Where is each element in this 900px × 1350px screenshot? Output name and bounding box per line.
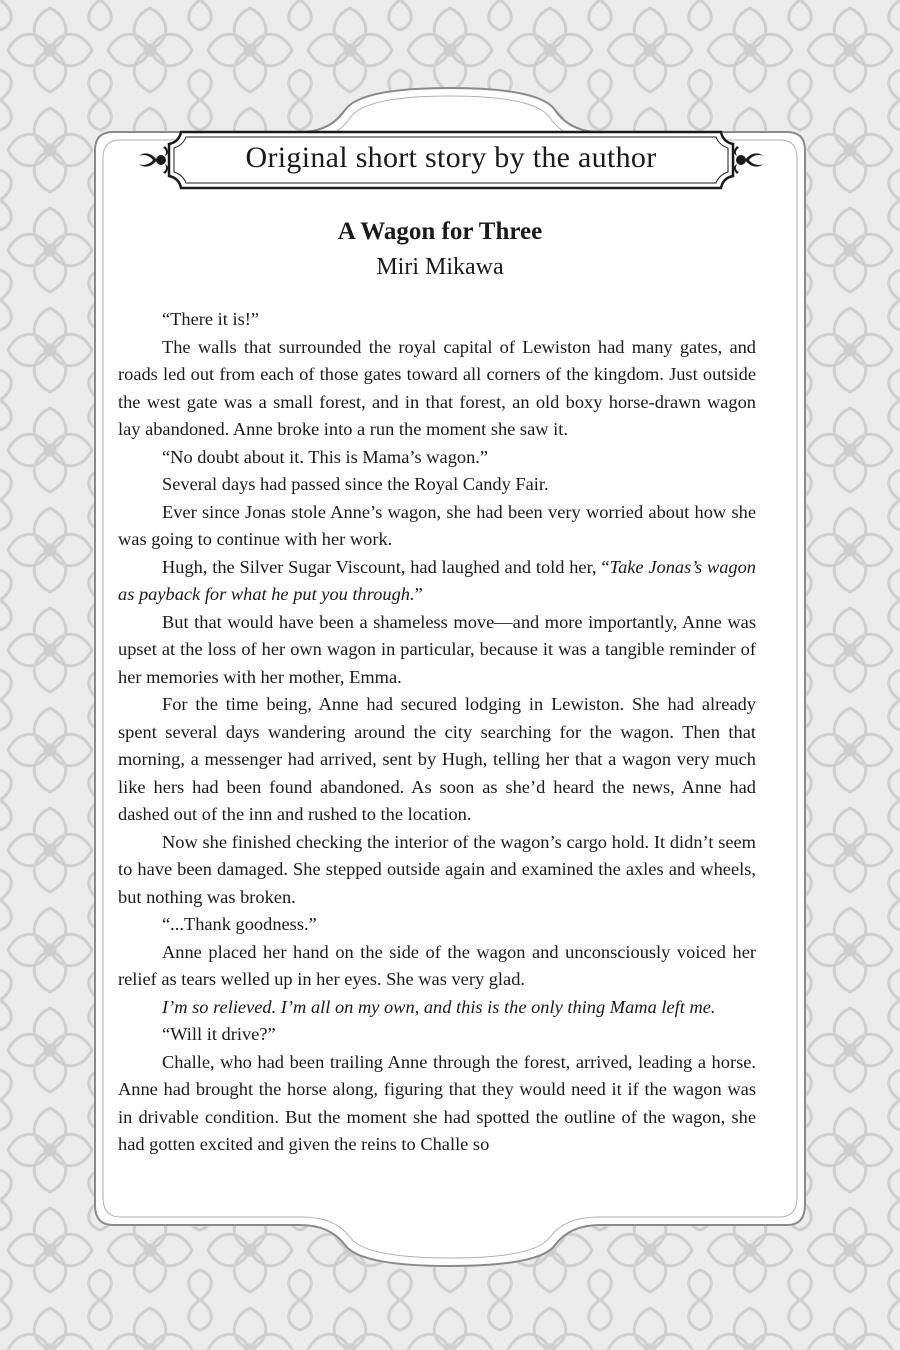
header-banner <box>133 128 769 192</box>
paragraph: “Will it drive?” <box>162 1024 276 1044</box>
paragraph: “...Thank goodness.” <box>162 914 317 934</box>
paragraph: Several days had passed since the Royal Candy Fair. <box>162 474 549 494</box>
header-title: Original short story by the author <box>245 141 657 174</box>
story-author: Miri Mikawa <box>376 254 504 280</box>
story-body <box>118 306 756 1159</box>
paragraph: Ever since Jonas stole Anne’s wagon, she had been very worried about how she was going to continue with her work. <box>118 501 756 549</box>
paragraph: “No doubt about it. This is Mama’s wagon.” <box>162 446 489 467</box>
paragraph <box>118 554 756 609</box>
paragraph: The walls that surrounded the royal capital of Lewiston had many gates, and roads led out from each of those gates toward all corners of the kingdom. Just outside the west gate was a small forest, and in that forest, an old boxy horse-drawn wagon lay abandoned. Anne broke into a run the moment she saw it. <box>118 336 756 439</box>
paragraph: Anne placed her hand on the side of the wagon and unconsciously voiced her relief as tears welled up in her eyes. She was very glad. <box>118 941 756 989</box>
paragraph: For the time being, Anne had secured lodging in Lewiston. She had already spent several days wandering around the city searching for the wagon. Then that morning, a messenger had arrived, sent by Hugh, telling her that a wagon very much like hers had been found abandoned. As soon as she’d heard the news, Anne had dashed out of the inn and rushed to the location. <box>118 694 756 824</box>
paragraph: “There it is!” <box>162 309 260 329</box>
paragraph: Challe, who had been trailing Anne through the forest, arrived, leading a horse. Anne had brought the horse along, figuring that they would need it if the wagon was in drivable condition. But the moment she had spotted the outline of the wagon, she had gotten excited and given the reins to Challe so <box>118 1051 756 1154</box>
paragraph-lead: Hugh, the Silver Sugar Viscount, had laughed and told her, “ <box>162 556 610 577</box>
italic-quote: Take Jonas’s wagon as payback for what he put you through. <box>118 556 757 604</box>
paragraph: But that would have been a shameless move—and more importantly, Anne was upset at the loss of her own wagon in particular, because it was a tangible reminder of her memories with her mother, Emma. <box>118 611 756 687</box>
paragraph-tail: ” <box>414 584 423 604</box>
paragraph: Now she finished checking the interior of the wagon’s cargo hold. It didn’t seem to have been damaged. She stepped outside again and examined the axles and wheels, but nothing was broken. <box>118 831 756 907</box>
italic-thought: I’m so relieved. I’m all on my own, and this is the only thing Mama left me. <box>162 996 716 1017</box>
story-title: A Wagon for Three <box>337 218 543 245</box>
